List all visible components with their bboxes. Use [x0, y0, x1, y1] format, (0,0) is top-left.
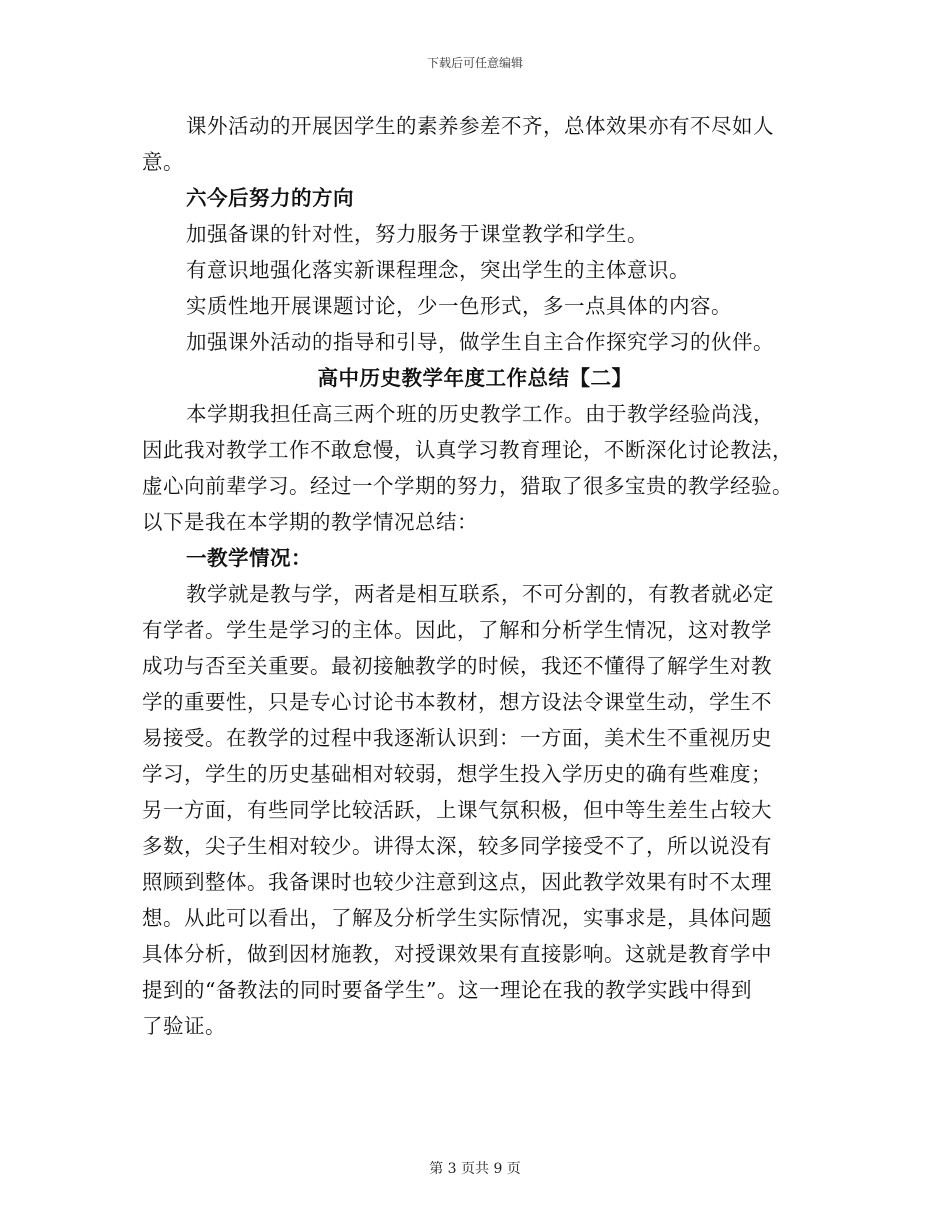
paragraph-line: 多数，尖子生相对较少。讲得太深，较多同学接受不了，所以说没有 — [142, 834, 772, 858]
paragraph-line: 有学者。学生是学习的主体。因此，了解和分析学生情况，这对教学 — [142, 618, 772, 642]
document-title: 高中历史教学年度工作总结【二】 — [317, 366, 633, 390]
paragraph-line: 另一方面，有些同学比较活跃，上课气氛积极，但中等生差生占较大 — [142, 798, 772, 822]
paragraph-line: 课外活动的开展因学生的素养参差不齐，总体效果亦有不尽如人 — [186, 114, 774, 138]
paragraph-line: 成功与否至关重要。最初接触教学的时候，我还不懂得了解学生对教 — [142, 654, 772, 678]
paragraph-line: 有意识地强化落实新课程理念，突出学生的主体意识。 — [186, 258, 690, 282]
page-footer: 第 3 页共 9 页 — [429, 1161, 521, 1177]
page-header-note: 下载后可任意编辑 — [426, 56, 523, 70]
section-heading: 六今后努力的方向 — [186, 186, 354, 210]
paragraph-line: 意。 — [142, 150, 184, 174]
document-body — [142, 108, 808, 1044]
paragraph-line: 了验证。 — [142, 1014, 226, 1038]
section-heading: 一教学情况： — [186, 546, 312, 570]
paragraph-line: 照顾到整体。我备课时也较少注意到这点，因此教学效果有时不太理 — [142, 870, 772, 894]
paragraph-line: 具体分析，做到因材施教，对授课效果有直接影响。这就是教育学中 — [142, 942, 772, 966]
paragraph-line: 学习，学生的历史基础相对较弱，想学生投入学历史的确有些难度； — [142, 762, 772, 786]
paragraph-line: 提到的“备教法的同时要备学生”。这一理论在我的教学实践中得到 — [142, 978, 752, 1002]
paragraph-line: 以下是我在本学期的教学情况总结： — [142, 510, 478, 534]
paragraph-line: 因此我对教学工作不敢怠慢，认真学习教育理论，不断深化讨论教法， — [142, 438, 793, 462]
paragraph-line: 教学就是教与学，两者是相互联系，不可分割的，有教者就必定 — [186, 582, 774, 606]
paragraph-line: 想。从此可以看出，了解及分析学生实际情况，实事求是，具体问题 — [142, 906, 772, 930]
paragraph-line: 实质性地开展课题讨论，少一色形式，多一点具体的内容。 — [186, 294, 732, 318]
paragraph-line: 加强课外活动的指导和引导，做学生自主合作探究学习的伙伴。 — [186, 330, 774, 354]
paragraph-line: 虚心向前辈学习。经过一个学期的努力，猎取了很多宝贵的教学经验。 — [142, 474, 793, 498]
paragraph-line: 加强备课的针对性，努力服务于课堂教学和学生。 — [186, 222, 648, 246]
paragraph-line: 学的重要性，只是专心讨论书本教材，想方设法令课堂生动，学生不 — [142, 690, 772, 714]
paragraph-line: 易接受。在教学的过程中我逐渐认识到：一方面，美术生不重视历史 — [142, 726, 772, 750]
paragraph-line: 本学期我担任高三两个班的历史教学工作。由于教学经验尚浅， — [186, 402, 774, 426]
